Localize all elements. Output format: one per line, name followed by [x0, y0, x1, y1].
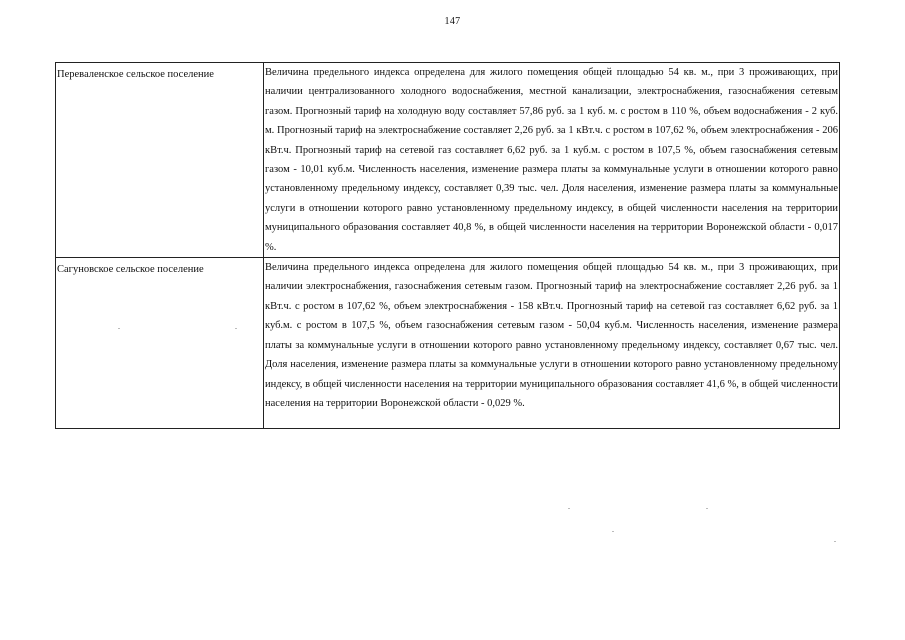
table-row	[56, 63, 840, 258]
settlements-table	[55, 62, 840, 429]
settlement-name-cell: Перевaленское сельское поселение	[56, 63, 264, 258]
settlement-name-cell: Сагуновское сельское поселение	[56, 258, 264, 429]
table-row	[56, 258, 840, 429]
scan-speck	[706, 508, 708, 509]
scan-speck	[834, 541, 836, 542]
scan-speck	[235, 328, 237, 329]
page-number: 147	[444, 16, 461, 27]
index-description-cell: Величина предельного индекса определена для жилого помещения общей площадью 54 кв. м., при 3 проживающих, при наличии централизованного холодного водоснабжения, местной канализации, электроснабжения, газоснабжения сетевым газом. Прогнозный тариф на холодную воду составляет 57,86 руб. за 1 куб. м. с ростом в 110 %, объем водоснабжения - 2 куб. м. Прогнозный тариф на электроснабжение составляет 2,26 руб. за 1 кВт.ч. с ростом в 107,62 %, объем электроснабжения - 206 кВт.ч. Прогнозный тариф на сетевой газ составляет 6,62 руб. за 1 куб.м. с ростом в 107,5 %, объем газоснабжения сетевым газом - 10,01 куб.м. Численность населения, изменение размера платы за коммунальные услуги в отношении которого равно установленному предельному индексу, составляет 0,39 тыс. чел. Доля населения, изменение размера платы за коммунальные услуги в отношении которого равно установленному предельному индексу, в общей численности населения на территории муниципального образования составляет 40,8 %, в общей численности населения на территории Воронежской области - 0,017 %.	[264, 63, 840, 258]
scan-speck	[118, 328, 120, 329]
scan-speck	[612, 531, 614, 532]
scan-speck	[568, 508, 570, 509]
index-description-cell: Величина предельного индекса определена для жилого помещения общей площадью 54 кв. м., при 3 проживающих, при наличии электроснабжения, газоснабжения сетевым газом. Прогнозный тариф на электроснабжение составляет 2,26 руб. за 1 кВт.ч. с ростом в 107,62 %, объем электроснабжения - 158 кВт.ч. Прогнозный тариф на сетевой газ составляет 6,62 руб. за 1 куб.м. с ростом в 107,5 %, объем газоснабжения сетевым газом - 50,04 куб.м. Численность населения, изменение размера платы за коммунальные услуги в отношении которого равно установленному предельному индексу, составляет 0,67 тыс. чел. Доля населения, изменение размера платы за коммунальные услуги в отношении которого равно установленному предельному индексу, в общей численности населения на территории муниципального образования составляет 41,6 %, в общей численности населения на территории Воронежской области - 0,029 %.	[264, 258, 840, 429]
